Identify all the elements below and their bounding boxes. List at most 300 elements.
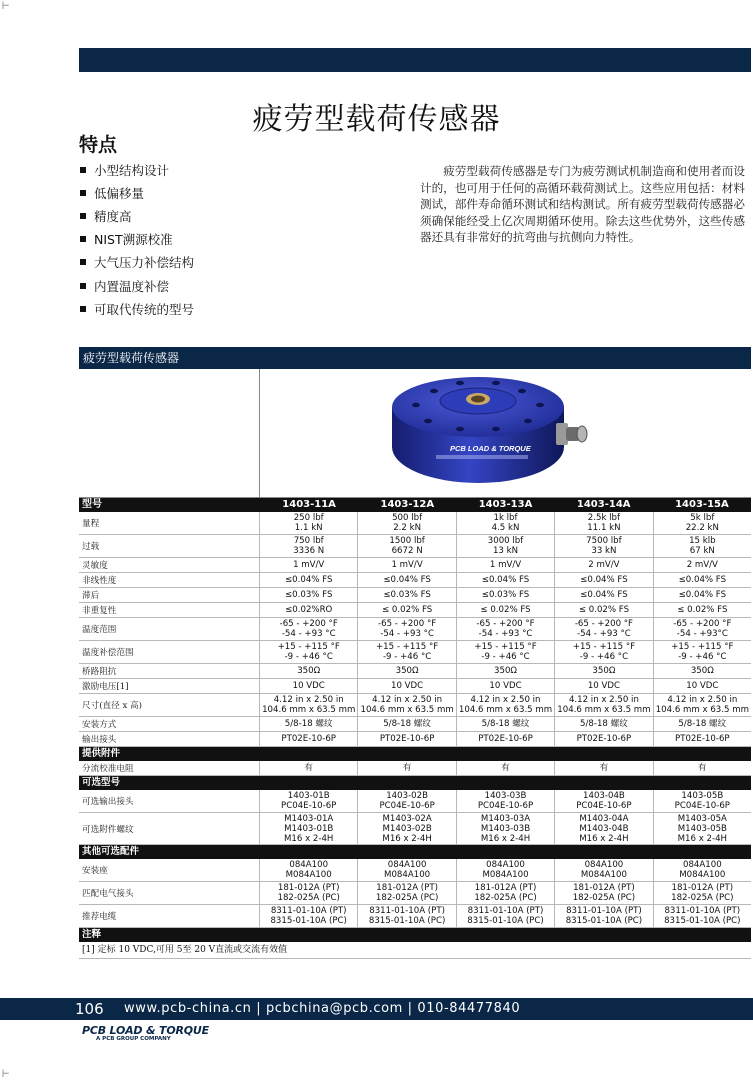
table-cell: [358, 732, 456, 746]
cell-line: -65 - +200 °F: [673, 619, 732, 629]
cell-line: 4.12 in x 2.50 in: [667, 695, 738, 705]
cell-line: ≤0.03% FS: [481, 590, 530, 600]
table-cell: [555, 641, 653, 663]
cell-line: 181-012A (PT): [474, 883, 537, 893]
cell-line: PC04E-10-6P: [576, 801, 632, 811]
table-cell: [358, 761, 456, 775]
table-cell: [358, 558, 456, 572]
cell-line: 1403-04B: [583, 791, 625, 801]
table-cell: [555, 905, 653, 927]
table-cell: [260, 761, 358, 775]
table-row: [79, 859, 751, 882]
model-cell: 1403-11A: [282, 499, 336, 510]
cell-line: 3000 lbf: [487, 536, 524, 546]
cell-line: 2.5k lbf: [587, 513, 621, 523]
footer-bar: [0, 998, 753, 1020]
table-cell: [457, 813, 555, 844]
table-cell: [654, 588, 751, 602]
cell-line: 22.2 kN: [685, 523, 719, 533]
cell-line: 5/8-18 螺纹: [678, 719, 727, 729]
row-label: 安装座: [79, 859, 260, 881]
cell-line: 8311-01-10A (PT): [566, 906, 642, 916]
table-row: [79, 905, 751, 928]
cell-line: -65 - +200 °F: [279, 619, 338, 629]
table-cell: [654, 694, 751, 716]
optional-rows: [79, 790, 751, 845]
table-row: [79, 717, 751, 732]
cell-line: ≤0.04% FS: [580, 590, 628, 600]
cell-line: 2.2 kN: [393, 523, 422, 533]
table-cell: [457, 558, 555, 572]
cell-line: 8311-01-10A (PT): [369, 906, 445, 916]
feature-text: 低偏移量: [94, 185, 145, 201]
cell-line: 15 klb: [689, 536, 716, 546]
cell-line: PC04E-10-6P: [379, 801, 435, 811]
table-cell: [358, 859, 456, 881]
cell-line: 8311-01-10A (PT): [664, 906, 741, 916]
model-header-row: [79, 498, 751, 512]
other-rows: [79, 859, 751, 928]
cell-line: 8315-01-10A (PC): [368, 916, 446, 926]
cell-line: M16 x 2-4H: [284, 833, 334, 844]
cell-line: -65 - +200 °F: [476, 619, 535, 629]
cell-line: ≤0.02%RO: [285, 605, 333, 615]
table-cell: [260, 694, 358, 716]
table-row: [79, 603, 751, 618]
cell-line: 181-012A (PT): [277, 883, 340, 893]
page-number: 106: [75, 1000, 104, 1018]
cell-line: M084A100: [580, 870, 627, 880]
cell-line: 2 mV/V: [686, 560, 718, 570]
feature-item: [79, 158, 194, 181]
table-cell: [457, 717, 555, 731]
cell-line: ≤ 0.02% FS: [480, 605, 531, 615]
cell-line: 8311-01-10A (PT): [270, 906, 347, 916]
table-cell: [654, 717, 751, 731]
cell-line: 5/8-18 螺纹: [383, 719, 431, 729]
table-row: [79, 535, 751, 558]
cell-line: PT02E-10-6P: [576, 734, 632, 744]
cell-line: 有: [304, 763, 313, 773]
table-cell: [260, 664, 358, 678]
cell-line: PT02E-10-6P: [675, 734, 730, 744]
cell-line: -54 - +93 °C: [577, 629, 631, 639]
table-cell: [555, 512, 653, 534]
cell-line: M1403-04B: [579, 823, 629, 834]
cell-line: 4.12 in x 2.50 in: [372, 695, 443, 705]
row-label: 过载: [79, 535, 260, 557]
cell-line: 084A100: [584, 860, 624, 870]
table-cell: [260, 618, 358, 640]
cell-line: -9 - +46 °C: [284, 652, 333, 662]
cell-line: 1 mV/V: [391, 560, 423, 570]
cell-line: M084A100: [285, 870, 332, 880]
table-cell: [260, 905, 358, 927]
cell-line: 33 kN: [591, 546, 617, 556]
cell-line: 67 kN: [689, 546, 715, 556]
crop-mark-bottom: ⊢: [2, 1066, 10, 1080]
cell-line: PT02E-10-6P: [478, 734, 533, 744]
cell-line: M1403-01B: [284, 823, 334, 834]
table-cell: [358, 618, 456, 640]
cell-line: ≤0.04% FS: [481, 575, 530, 585]
cell-line: M084A100: [679, 870, 726, 880]
row-label: 温度范围: [79, 618, 260, 640]
cell-line: 10 VDC: [292, 681, 325, 691]
table-cell: [358, 535, 456, 557]
cell-line: 1403-01B: [287, 791, 330, 801]
row-label: 匹配电气接头: [79, 882, 260, 904]
table-cell: [555, 732, 653, 746]
table-row: [79, 732, 751, 747]
cell-line: 7500 lbf: [586, 536, 622, 546]
table-cell: [654, 558, 751, 572]
footer-contact: www.pcb-china.cn | pcbchina@pcb.com | 010-84477840: [124, 1001, 521, 1016]
feature-text: 小型结构设计: [94, 162, 170, 178]
cell-line: 有: [698, 763, 707, 773]
cell-line: 4.12 in x 2.50 in: [470, 695, 541, 705]
table-cell: [555, 859, 653, 881]
row-label: 量程: [79, 512, 260, 534]
table-row: [79, 588, 751, 603]
cell-line: PC04E-10-6P: [674, 801, 730, 811]
cell-line: 有: [402, 763, 412, 773]
cell-line: 8315-01-10A (PC): [467, 916, 544, 926]
table-cell: [358, 588, 456, 602]
cell-line: 1403-03B: [484, 791, 527, 801]
cell-line: 104.6 mm x 63.5 mm: [557, 705, 651, 715]
crop-mark-top: ⊢: [2, 0, 10, 12]
cell-line: 104.6 mm x 63.5 mm: [458, 705, 553, 715]
cell-line: M1403-01A: [284, 813, 334, 824]
table-cell: [555, 535, 653, 557]
table-cell: [654, 790, 751, 812]
feature-item: [79, 251, 194, 274]
bullet-square-icon: [80, 167, 86, 173]
table-cell: [457, 588, 555, 602]
footnote: [1] 定标 10 VDC,可用 5至 20 V直流或交流有效值: [79, 942, 751, 959]
feature-text: NIST溯源校准: [94, 232, 173, 248]
cell-line: M1403-02A: [382, 813, 432, 824]
row-label: 温度补偿范围: [79, 641, 260, 663]
table-cell: [457, 535, 555, 557]
cell-line: M084A100: [482, 870, 529, 880]
cell-line: 1 mV/V: [489, 560, 522, 570]
table-cell: [260, 813, 358, 844]
load-cell-illustration: [260, 369, 751, 497]
table-cell: [260, 603, 358, 617]
product-image-row: [79, 369, 751, 498]
row-label: 可选附件螺纹: [79, 813, 260, 844]
cell-line: ≤0.04% FS: [284, 575, 333, 585]
table-row: [79, 618, 751, 641]
cell-line: 6672 N: [391, 546, 423, 556]
cell-line: 1500 lbf: [389, 536, 425, 546]
row-label: 可选输出接头: [79, 790, 260, 812]
table-cell: [555, 603, 653, 617]
cell-line: M1403-03A: [480, 813, 531, 824]
cell-line: +15 - +115 °F: [277, 642, 340, 652]
table-cell: [358, 512, 456, 534]
table-cell: [555, 573, 653, 587]
cell-line: -9 - +46 °C: [481, 652, 530, 662]
table-row: [79, 694, 751, 717]
cell-line: 181-012A (PT): [573, 883, 635, 893]
table-cell: [654, 535, 751, 557]
cell-line: 181-012A (PT): [376, 883, 438, 893]
cell-line: 1403-05B: [681, 791, 724, 801]
table-cell: [358, 717, 456, 731]
table-cell: [358, 882, 456, 904]
row-label: 安装方式: [79, 717, 260, 731]
table-cell: [457, 761, 555, 775]
main-spec-rows: [79, 512, 751, 747]
model-label: 型号: [82, 499, 102, 510]
brand-logo: [82, 1024, 209, 1042]
table-cell: [358, 641, 456, 663]
table-row: [79, 512, 751, 535]
table-cell: [555, 558, 653, 572]
table-cell: [260, 558, 358, 572]
table-row: [79, 882, 751, 905]
table-cell: [555, 664, 653, 678]
cell-line: 350Ω: [592, 666, 616, 676]
table-cell: [654, 905, 751, 927]
cell-line: ≤ 0.02% FS: [382, 605, 433, 615]
logo-tagline: A PCB GROUP COMPANY: [96, 1036, 171, 1042]
sensor-brand-label: PCB LOAD & TORQUE: [450, 444, 531, 453]
row-label: 尺寸(直径 x 高): [79, 694, 260, 716]
model-cell: 1403-15A: [675, 499, 729, 510]
table-row: [79, 558, 751, 573]
table-cell: [457, 732, 555, 746]
cell-line: 有: [501, 763, 510, 773]
table-cell: [358, 905, 456, 927]
feature-item: [79, 181, 194, 204]
table-cell: [457, 618, 555, 640]
bullet-square-icon: [80, 190, 86, 196]
cell-line: 2 mV/V: [588, 560, 620, 570]
cell-line: ≤0.04% FS: [580, 575, 628, 585]
cell-line: 1403-02B: [386, 791, 429, 801]
cell-line: +15 - +115 °F: [375, 642, 439, 652]
table-cell: [654, 882, 751, 904]
cell-line: 084A100: [289, 860, 329, 870]
table-cell: [555, 813, 653, 844]
top-banner: [79, 48, 751, 72]
table-cell: [654, 641, 751, 663]
cell-line: 350Ω: [297, 666, 321, 676]
table-cell: [260, 573, 358, 587]
row-label: 滞后: [79, 588, 260, 602]
row-label: 非线性度: [79, 573, 260, 587]
section-other: 其他可选配件: [79, 845, 751, 859]
section-notes: 注释: [79, 928, 751, 942]
cell-line: 13 kN: [492, 546, 519, 556]
table-cell: [260, 641, 358, 663]
bullet-square-icon: [80, 283, 86, 289]
cell-line: M16 x 2-4H: [382, 833, 432, 844]
table-row: [79, 664, 751, 679]
cell-line: -9 - +46 °C: [382, 652, 432, 662]
cell-line: -54 - +93 °C: [281, 629, 336, 639]
table-cell: [457, 664, 555, 678]
table-cell: [457, 512, 555, 534]
cell-line: ≤0.04% FS: [678, 590, 727, 600]
table-cell: [260, 588, 358, 602]
cell-line: ≤0.04% FS: [383, 575, 431, 585]
image-row-spacer: [79, 369, 260, 497]
cell-line: ≤ 0.02% FS: [677, 605, 728, 615]
model-cell: 1403-13A: [478, 499, 533, 510]
table-cell: [260, 882, 358, 904]
cell-line: -65 - +200 °F: [574, 619, 634, 629]
spec-table: [79, 347, 751, 959]
cell-line: 5/8-18 螺纹: [481, 719, 530, 729]
table-cell: [555, 588, 653, 602]
cell-line: +15 - +115 °F: [572, 642, 636, 652]
table-cell: [555, 618, 653, 640]
table-cell: [358, 694, 456, 716]
table-cell: [358, 664, 456, 678]
feature-text: 大气压力补偿结构: [94, 255, 195, 271]
row-label: 分流校准电阻: [79, 761, 260, 775]
table-cell: [358, 573, 456, 587]
cell-line: 5k lbf: [690, 513, 715, 523]
cell-line: PC04E-10-6P: [281, 801, 337, 811]
table-cell: [260, 717, 358, 731]
cell-line: -9 - +46 °C: [579, 652, 629, 662]
cell-line: ≤0.03% FS: [284, 590, 333, 600]
page-title: 疲劳型载荷传感器: [252, 102, 501, 137]
cell-line: 5/8-18 螺纹: [284, 719, 333, 729]
cell-line: 1 mV/V: [293, 560, 325, 570]
feature-text: 精度高: [94, 208, 132, 224]
cell-line: -54 - +93 °C: [478, 629, 533, 639]
cell-line: PT02E-10-6P: [379, 734, 435, 744]
table-cell: [358, 679, 456, 693]
cell-line: +15 - +115 °F: [671, 642, 734, 652]
cell-line: 11.1 kN: [587, 523, 621, 533]
table-row: [79, 679, 751, 694]
cell-line: -65 - +200 °F: [378, 619, 437, 629]
cell-line: M1403-02B: [382, 823, 432, 834]
bullet-square-icon: [80, 306, 86, 312]
cell-line: 104.6 mm x 63.5 mm: [655, 705, 749, 715]
cell-line: 084A100: [387, 860, 427, 870]
cell-line: -9 - +46 °C: [678, 652, 727, 662]
accessory-rows: [79, 761, 751, 776]
table-cell: [260, 679, 358, 693]
cell-line: 350Ω: [494, 666, 517, 676]
cell-line: M16 x 2-4H: [579, 833, 629, 844]
cell-line: 182-025A (PC): [572, 893, 636, 903]
table-cell: [260, 790, 358, 812]
row-label: 激励电压[1]: [79, 679, 260, 693]
cell-line: 250 lbf: [293, 513, 324, 523]
cell-line: 8315-01-10A (PC): [664, 916, 741, 926]
feature-text: 内置温度补偿: [94, 278, 170, 294]
table-row: [79, 573, 751, 588]
table-cell: [457, 641, 555, 663]
cell-line: 1.1 kN: [294, 523, 323, 533]
cell-line: M1403-05A: [677, 813, 727, 824]
cell-line: -54 - +93°C: [676, 629, 728, 639]
table-cell: [457, 694, 555, 716]
cell-line: M1403-03B: [480, 823, 531, 834]
cell-line: 1k lbf: [493, 513, 518, 523]
table-row: [79, 813, 751, 845]
cell-line: 084A100: [682, 860, 722, 870]
cell-line: 750 lbf: [293, 536, 324, 546]
table-cell: [555, 790, 653, 812]
product-image: [260, 369, 751, 497]
table-header: 疲劳型载荷传感器: [79, 347, 751, 369]
table-cell: [654, 664, 751, 678]
feature-item: [79, 204, 194, 227]
table-cell: [260, 859, 358, 881]
cell-line: M1403-05B: [677, 823, 727, 834]
cell-line: 5/8-18 螺纹: [580, 719, 628, 729]
table-cell: [457, 882, 555, 904]
table-row: [79, 641, 751, 664]
model-cell: 1403-14A: [576, 499, 631, 510]
cell-line: ≤ 0.02% FS: [578, 605, 630, 615]
row-label: 推荐电缆: [79, 905, 260, 927]
cell-line: PC04E-10-6P: [477, 801, 534, 811]
cell-line: 182-025A (PC): [375, 893, 439, 903]
cell-line: M16 x 2-4H: [677, 833, 728, 844]
cell-line: 104.6 mm x 63.5 mm: [262, 705, 356, 715]
feature-item: [79, 274, 194, 297]
table-cell: [555, 882, 653, 904]
row-label: 灵敏度: [79, 558, 260, 572]
table-cell: [555, 761, 653, 775]
table-cell: [260, 535, 358, 557]
table-cell: [555, 717, 653, 731]
cell-line: ≤0.03% FS: [383, 590, 431, 600]
cell-line: 182-025A (PC): [671, 893, 734, 903]
section-accessories: 提供附件: [79, 747, 751, 761]
table-cell: [654, 679, 751, 693]
table-cell: [457, 573, 555, 587]
table-cell: [654, 603, 751, 617]
cell-line: 182-025A (PC): [277, 893, 340, 903]
model-cell: 1403-12A: [380, 499, 435, 510]
cell-line: ≤0.04% FS: [678, 575, 727, 585]
cell-line: 181-012A (PT): [671, 883, 734, 893]
bullet-square-icon: [80, 213, 86, 219]
cell-line: 4.5 kN: [491, 523, 520, 533]
table-cell: [457, 603, 555, 617]
cell-line: 8311-01-10A (PT): [467, 906, 544, 916]
cell-line: 350Ω: [395, 666, 419, 676]
table-cell: [260, 512, 358, 534]
bullet-square-icon: [80, 259, 86, 265]
cell-line: -54 - +93 °C: [380, 629, 434, 639]
section-optional: 可选型号: [79, 776, 751, 790]
cell-line: M084A100: [384, 870, 431, 880]
description-text: 疲劳型载荷传感器是专门为疲劳测试机制造商和使用者而设计的，也可用于任何的高循环载荷测试上。这些应用包括：材料测试，部件寿命循环测试和结构测试。所有疲劳型载荷传感器必须确保能经受上亿次周期循环使用。除去这些优势外，这些传感器还具有非常好的抗弯曲与抗侧向力特性。: [420, 164, 745, 245]
table-cell: [457, 905, 555, 927]
table-row: [79, 761, 751, 776]
cell-line: 10 VDC: [391, 681, 424, 691]
cell-line: 有: [599, 763, 609, 773]
cell-line: 10 VDC: [489, 681, 522, 691]
cell-line: 8315-01-10A (PC): [565, 916, 643, 926]
cell-line: 4.12 in x 2.50 in: [273, 695, 344, 705]
table-cell: [654, 512, 751, 534]
